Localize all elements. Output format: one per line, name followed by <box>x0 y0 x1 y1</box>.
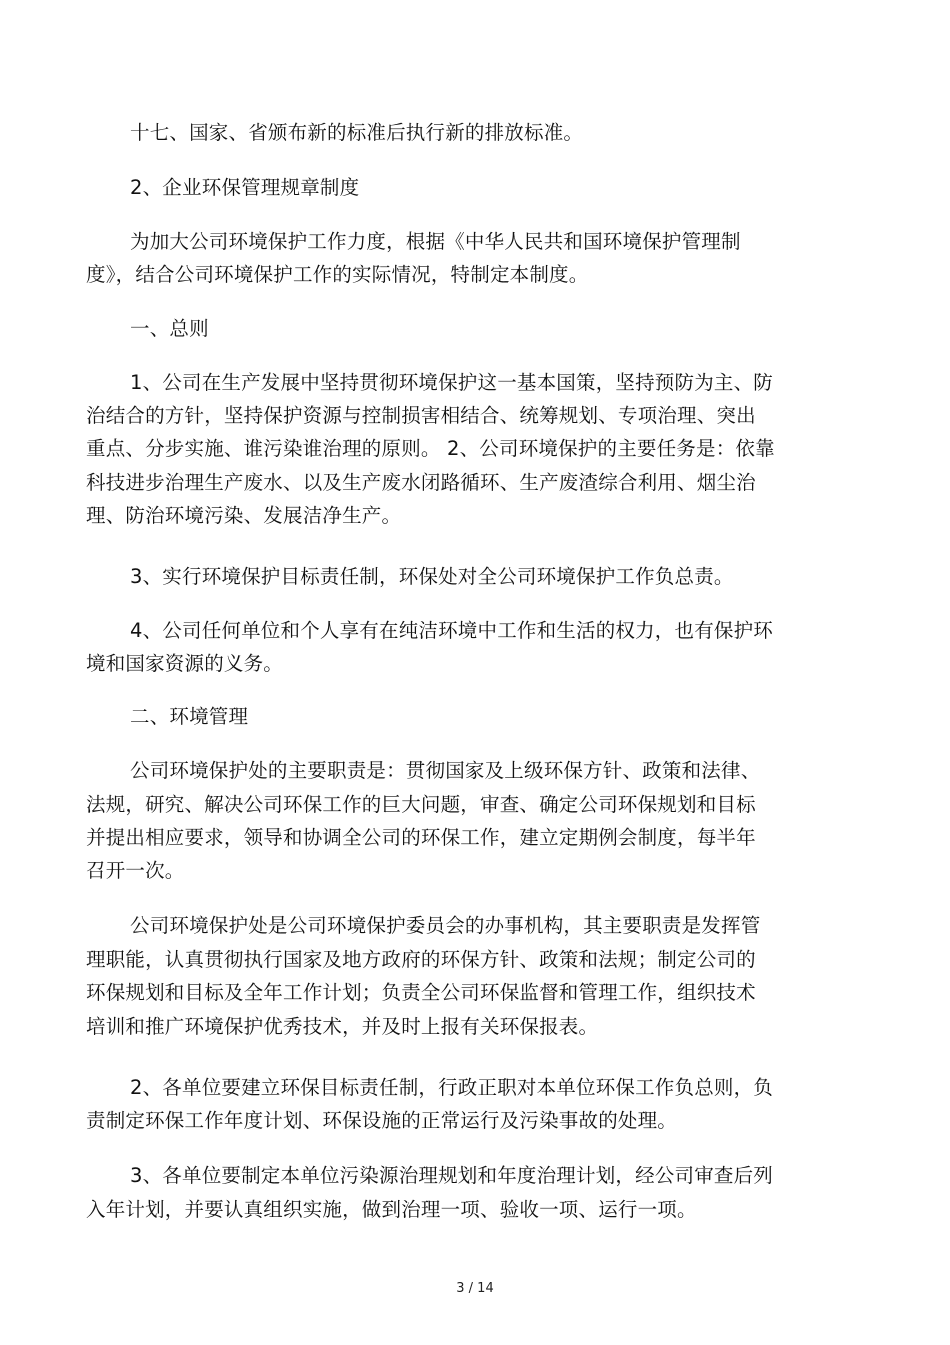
text-line: 十七、国家、省颁布新的标准后执行新的排放标准。 <box>130 121 584 144</box>
text-line: 环保规划和目标及全年工作计划；负责全公司环保监督和管理工作，组织技术 <box>86 981 756 1004</box>
text-line: 培训和推广环境保护优秀技术，并及时上报有关环保报表。 <box>86 1015 599 1038</box>
page-number: 3 / 14 <box>456 1281 494 1296</box>
text-line: 理职能，认真贯彻执行国家及地方政府的环保方针、政策和法规；制定公司的 <box>86 948 756 971</box>
text-line: 二、环境管理 <box>130 705 249 728</box>
text-line: 召开一次。 <box>86 859 185 882</box>
text-line: 公司环境保护处是公司环境保护委员会的办事机构，其主要职责是发挥管 <box>130 914 761 937</box>
text-line: 境和国家资源的义务。 <box>86 652 284 675</box>
text-line: 3、各单位要制定本单位污染源治理规划和年度治理计划，经公司审查后列 <box>130 1164 774 1187</box>
text-line: 法规，研究、解决公司环保工作的巨大问题，审查、确定公司环保规划和目标 <box>86 793 756 816</box>
text-line: 1、公司在生产发展中坚持贯彻环境保护这一基本国策，坚持预防为主、防 <box>130 371 774 394</box>
text-line: 度》，结合公司环境保护工作的实际情况，特制定本制度。 <box>86 263 589 286</box>
text-line: 2、企业环保管理规章制度 <box>130 176 360 199</box>
text-line: 2、各单位要建立环保目标责任制，行政正职对本单位环保工作负总则，负 <box>130 1076 774 1099</box>
text-line: 理、防治环境污染、发展洁净生产。 <box>86 504 402 527</box>
text-line: 3、实行环境保护目标责任制，环保处对全公司环境保护工作负总责。 <box>130 565 734 588</box>
text-line: 重点、分步实施、谁污染谁治理的原则。 2、公司环境保护的主要任务是：依靠 <box>86 437 775 460</box>
text-line: 治结合的方针，坚持保护资源与控制损害相结合、统筹规划、专项治理、突出 <box>86 404 756 427</box>
text-line: 责制定环保工作年度计划、环保设施的正常运行及污染事故的处理。 <box>86 1109 678 1132</box>
text-line: 一、总则 <box>130 317 209 340</box>
text-line: 为加大公司环境保护工作力度，根据《中华人民共和国环境保护管理制 <box>130 230 741 253</box>
text-line: 科技进步治理生产废水、以及生产废水闭路循环、生产废渣综合利用、烟尘治 <box>86 471 756 494</box>
text-line: 公司环境保护处的主要职责是：贯彻国家及上级环保方针、政策和法律、 <box>130 759 761 782</box>
text-line: 4、公司任何单位和个人享有在纯洁环境中工作和生活的权力，也有保护环 <box>130 619 774 642</box>
text-line: 入年计划，并要认真组织实施，做到治理一项、验收一项、运行一项。 <box>86 1198 697 1221</box>
text-line: 并提出相应要求，领导和协调全公司的环保工作，建立定期例会制度，每半年 <box>86 826 756 849</box>
